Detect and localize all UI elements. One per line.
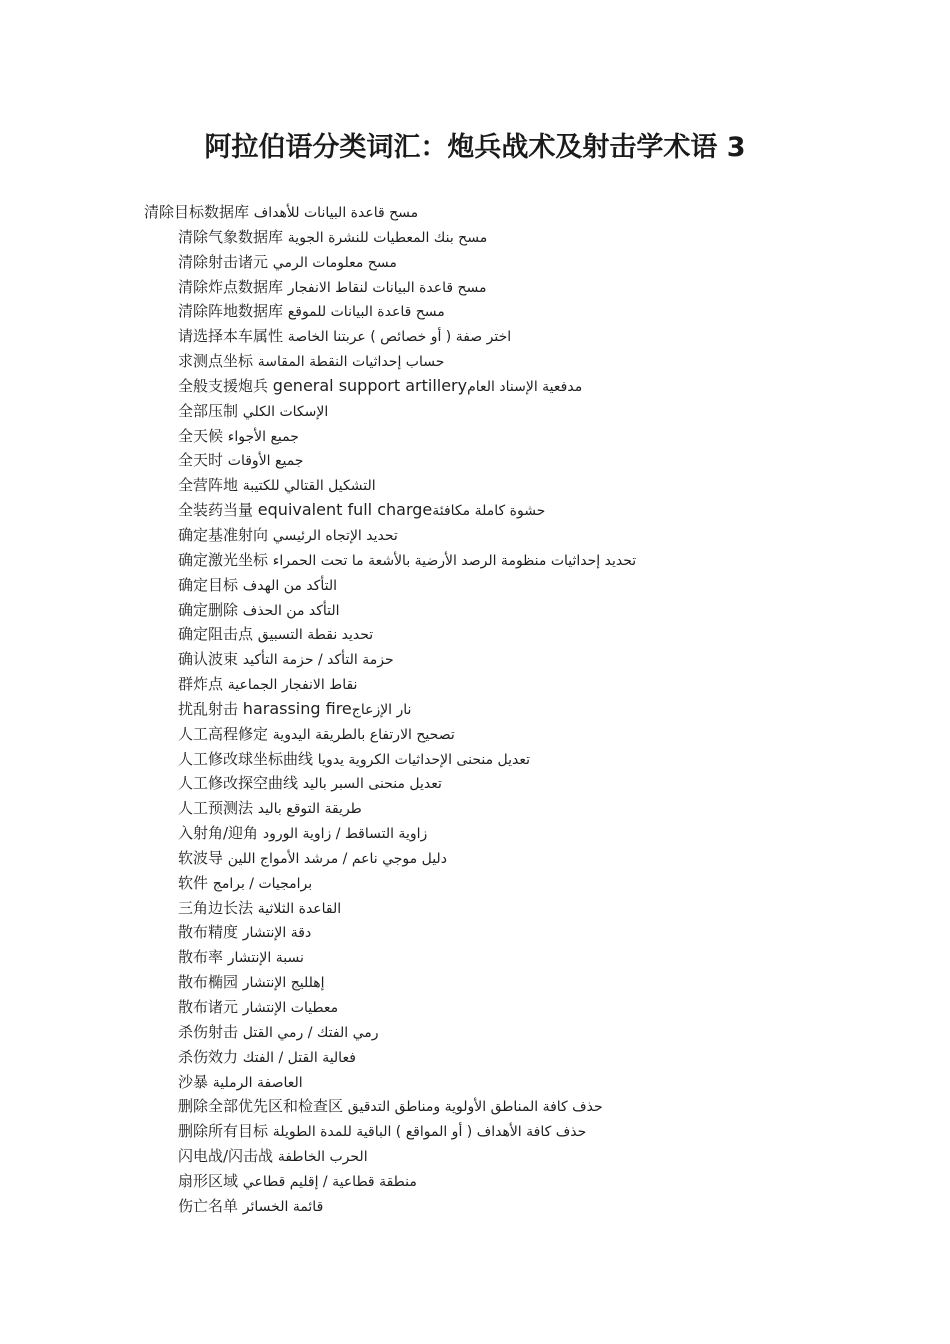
glossary-entry	[0, 448, 950, 473]
arabic-term: تعديل منحنى السبر باليد	[302, 776, 442, 793]
chinese-term: 删除全部优先区和检查区	[178, 1097, 344, 1116]
glossary-entry	[0, 821, 950, 846]
arabic-term: التشكيل القتالي للكتيبة	[242, 478, 376, 495]
chinese-term: 确定基准射向	[178, 525, 269, 544]
chinese-term: 杀伤射击	[178, 1022, 239, 1041]
chinese-term: 入射角/迎角	[178, 824, 259, 843]
arabic-term: نار الإزعاج	[351, 701, 412, 718]
glossary-entry	[0, 747, 950, 772]
arabic-term: معطيات الإنتشار	[242, 1000, 339, 1016]
chinese-term: 人工修改探空曲线	[178, 774, 299, 793]
arabic-term: رمي الفتك / رمي القتل	[242, 1024, 379, 1041]
chinese-term: 扰乱射击	[178, 699, 239, 718]
chinese-term: 闪电战/闪击战	[178, 1147, 274, 1166]
glossary-entry	[0, 523, 950, 548]
chinese-term: 清除目标数据库	[144, 203, 250, 221]
glossary-entry	[0, 722, 950, 747]
glossary-entry	[0, 672, 950, 697]
arabic-term: حذف كافة المناطق الأولوية ومناطق التدقيق	[347, 1099, 603, 1116]
glossary-entry	[0, 324, 950, 349]
arabic-term: زاوية التساقط / زاوية الورود	[262, 826, 428, 843]
arabic-term: مسح بنك المعطيات للنشرة الجوية	[287, 229, 488, 246]
arabic-term: مسح قاعدة البيانات للموقع	[287, 304, 445, 321]
arabic-term: مسح معلومات الرمي	[272, 254, 397, 271]
chinese-term: 确定阻击点	[178, 625, 254, 644]
chinese-term: 全天时	[178, 451, 224, 470]
chinese-term: 清除射击诸元	[178, 252, 269, 271]
glossary-entry	[0, 920, 950, 945]
arabic-term: برامجيات / برامج	[212, 875, 313, 892]
chinese-term: 软波导	[178, 848, 224, 867]
glossary-entry	[0, 349, 950, 374]
glossary-entry	[0, 374, 950, 399]
chinese-term: 沙暴	[178, 1072, 209, 1091]
chinese-term: 伤亡名单	[178, 1196, 239, 1215]
glossary-entry	[0, 871, 950, 896]
arabic-term: التأكد من الهدف	[242, 577, 337, 594]
page-title: 阿拉伯语分类词汇：炮兵战术及射击学术语 3	[204, 132, 746, 163]
chinese-term: 请选择本车属性	[178, 327, 284, 346]
chinese-term: 散布率	[178, 948, 224, 967]
glossary-entry	[0, 548, 950, 573]
arabic-term: فعالية القتل / الفتك	[242, 1049, 356, 1066]
arabic-term: إهلليج الإنتشار	[242, 975, 325, 992]
arabic-term: جميع الأجواء	[227, 428, 299, 445]
glossary-entry	[0, 1119, 950, 1144]
arabic-term: نقاط الانفجار الجماعية	[227, 677, 358, 694]
arabic-term: حساب إحداثيات النقطة المقاسة	[257, 354, 445, 371]
english-term: harassing fire	[242, 698, 352, 718]
arabic-term: التأكد من الحذف	[242, 602, 340, 619]
chinese-term: 全部压制	[178, 401, 239, 420]
chinese-term: 散布精度	[178, 923, 239, 942]
glossary-entry	[0, 697, 950, 722]
glossary-entry	[0, 771, 950, 796]
chinese-term: 人工高程修定	[178, 724, 269, 743]
english-term: equivalent full charge	[257, 500, 433, 520]
arabic-term: نسبة الإنتشار	[227, 950, 304, 967]
arabic-term: تحديد نقطة التسبيق	[257, 627, 374, 644]
arabic-term: تحديد إحداثيات منظومة الرصد الأرضية بالأشعة ما تحت الحمراء	[272, 552, 637, 569]
glossary-entry	[0, 896, 950, 921]
arabic-term: دقة الإنتشار	[242, 925, 312, 942]
arabic-term: مسح قاعدة البيانات لنقاط الانفجار	[287, 279, 487, 296]
chinese-term: 三角边长法	[178, 898, 254, 917]
arabic-term: الإسكات الكلي	[242, 403, 329, 420]
glossary-entry	[0, 498, 950, 523]
arabic-term: حشوة كاملة مكافئة	[432, 503, 546, 520]
glossary-entry	[0, 1020, 950, 1045]
arabic-term: تعديل منحنى الإحداثيات الكروية يدويا	[317, 751, 531, 768]
glossary-entry	[0, 1070, 950, 1095]
glossary-entry	[0, 647, 950, 672]
chinese-term: 确定激光坐标	[178, 550, 269, 569]
glossary-entry	[0, 1194, 950, 1219]
chinese-term: 全天候	[178, 426, 224, 445]
chinese-term: 群炸点	[178, 675, 224, 694]
chinese-term: 软件	[178, 873, 209, 892]
arabic-term: مسح قاعدة البيانات للأهداف	[253, 205, 419, 221]
chinese-term: 清除气象数据库	[178, 227, 284, 246]
glossary-entry	[0, 473, 950, 498]
glossary-entry	[0, 250, 950, 275]
chinese-term: 清除阵地数据库	[178, 302, 284, 321]
arabic-term: حذف كافة الأهداف ( أو المواقع ) الباقية للمدة الطويلة	[272, 1124, 587, 1141]
glossary-entry	[0, 573, 950, 598]
arabic-term: تحديد الإتجاه الرئيسي	[272, 527, 398, 544]
chinese-term: 删除所有目标	[178, 1122, 269, 1141]
arabic-term: القاعدة الثلاثية	[257, 900, 342, 917]
glossary-list	[0, 200, 950, 1219]
chinese-term: 求测点坐标	[178, 352, 254, 371]
glossary-entry	[0, 225, 950, 250]
chinese-term: 人工预测法	[178, 799, 254, 818]
arabic-term: منطقة قطاعية / إقليم قطاعي	[242, 1173, 417, 1190]
chinese-term: 全般支援炮兵	[178, 376, 269, 395]
glossary-entry	[0, 846, 950, 871]
glossary-entry	[0, 424, 950, 449]
glossary-entry	[0, 945, 950, 970]
arabic-term: قائمة الخسائر	[242, 1198, 324, 1215]
arabic-term: الحرب الخاطفة	[277, 1149, 368, 1166]
chinese-term: 确认波束	[178, 650, 239, 669]
glossary-entry	[0, 995, 950, 1020]
chinese-term: 散布诸元	[178, 998, 239, 1016]
glossary-entry	[0, 1144, 950, 1169]
glossary-entry	[0, 399, 950, 424]
chinese-term: 确定删除	[178, 600, 239, 619]
arabic-term: دليل موجي ناعم / مرشد الأمواج اللين	[227, 850, 447, 867]
glossary-entry	[0, 299, 950, 324]
chinese-term: 人工修改球坐标曲线	[178, 749, 314, 768]
glossary-entry	[0, 275, 950, 300]
glossary-entry	[0, 1169, 950, 1194]
arabic-term: تصحيح الارتفاع بالطريقة اليدوية	[272, 726, 455, 743]
glossary-entry	[0, 200, 950, 225]
glossary-entry	[0, 1094, 950, 1119]
glossary-entry	[0, 598, 950, 623]
arabic-term: طريقة التوقع باليد	[257, 801, 362, 818]
chinese-term: 扇形区域	[178, 1171, 239, 1190]
glossary-entry	[0, 796, 950, 821]
arabic-term: مدفعية الإسناد العام	[467, 378, 583, 395]
chinese-term: 清除炸点数据库	[178, 277, 284, 296]
chinese-term: 杀伤效力	[178, 1047, 239, 1066]
arabic-term: العاصفة الرملية	[212, 1074, 303, 1091]
arabic-term: اختر صفة ( أو خصائص ) عربتنا الخاصة	[287, 329, 512, 346]
chinese-term: 确定目标	[178, 575, 239, 594]
chinese-term: 散布椭园	[178, 973, 239, 992]
english-term: general support artillery	[272, 375, 468, 395]
arabic-term: حزمة التأكد / حزمة التأكيد	[242, 652, 394, 669]
chinese-term: 全营阵地	[178, 476, 239, 495]
arabic-term: جميع الأوقات	[227, 453, 304, 470]
chinese-term: 全装药当量	[178, 501, 254, 520]
glossary-entry	[0, 622, 950, 647]
glossary-entry	[0, 1045, 950, 1070]
glossary-entry	[0, 970, 950, 995]
